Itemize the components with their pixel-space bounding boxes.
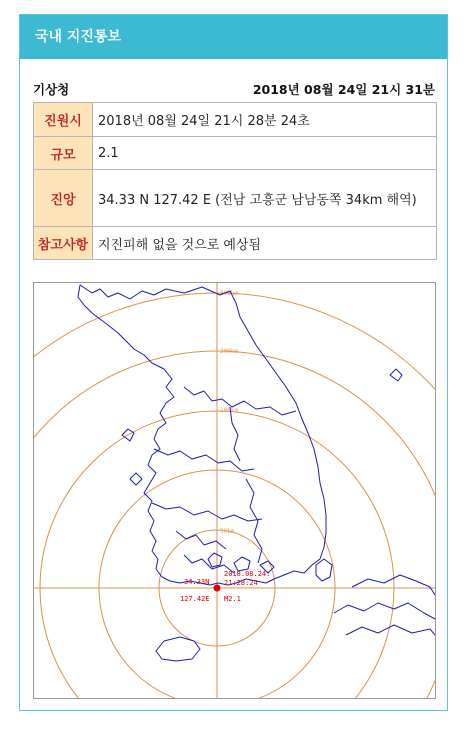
epicenter-marker-group [180, 570, 270, 603]
table-row [34, 227, 437, 260]
row-value-magnitude: 2.1 [93, 137, 437, 170]
island [130, 473, 142, 485]
table-row [34, 103, 437, 137]
epicenter-time-label: 21:28:24 [224, 579, 258, 587]
japan-coast [334, 603, 435, 619]
table-row [34, 137, 437, 170]
row-value-notes: 지진피해 없을 것으로 예상됨 [93, 227, 437, 260]
peninsula-outline [78, 285, 326, 585]
row-label-epicenter: 진앙 [34, 170, 93, 227]
ring-labels [220, 290, 238, 535]
japan-coast [346, 625, 435, 635]
ring-label: 100km [220, 407, 239, 414]
island [234, 557, 250, 571]
province-border [230, 407, 240, 461]
province-border [176, 531, 226, 549]
epicenter-lon-label: 127.42E [180, 595, 210, 603]
tsushima-island [316, 559, 332, 581]
ring-200km [34, 351, 435, 698]
epicenter-lat-label: 34.33N [184, 578, 210, 586]
row-label-origin-time: 진원시 [34, 103, 93, 137]
row-value-origin-time: 2018년 08월 24일 21시 28분 24초 [93, 103, 437, 137]
epicenter-magnitude-label: M2.1 [224, 595, 241, 603]
epicenter-map [33, 282, 436, 699]
island [208, 553, 222, 567]
ring-label: 200km [220, 348, 239, 355]
jeju-island [156, 637, 200, 661]
ring-label: 50km [220, 528, 235, 535]
ring-label: 300km [220, 290, 239, 297]
agency-name: 기상청 [33, 82, 70, 97]
notice-meta [20, 81, 447, 99]
card-title: 국내 지진통보 [20, 15, 447, 59]
distance-rings [34, 283, 435, 698]
coastline [78, 285, 435, 661]
epicenter-date-label: 2018.08.24. [224, 570, 271, 578]
row-label-magnitude: 규모 [34, 137, 93, 170]
earthquake-notice-card [19, 14, 448, 711]
row-value-epicenter: 34.33 N 127.42 E (전남 고흥군 남남동쪽 34km 해역) [93, 170, 437, 227]
epicenter-marker [214, 585, 221, 592]
issued-time: 2018년 08월 24일 21시 31분 [252, 82, 435, 97]
province-border [152, 503, 262, 521]
row-label-notes: 참고사항 [34, 227, 93, 260]
earthquake-info-table [33, 102, 437, 260]
map-svg [34, 283, 435, 698]
table-row [34, 170, 437, 227]
province-border [184, 387, 296, 415]
ulleungdo-island [390, 369, 402, 381]
